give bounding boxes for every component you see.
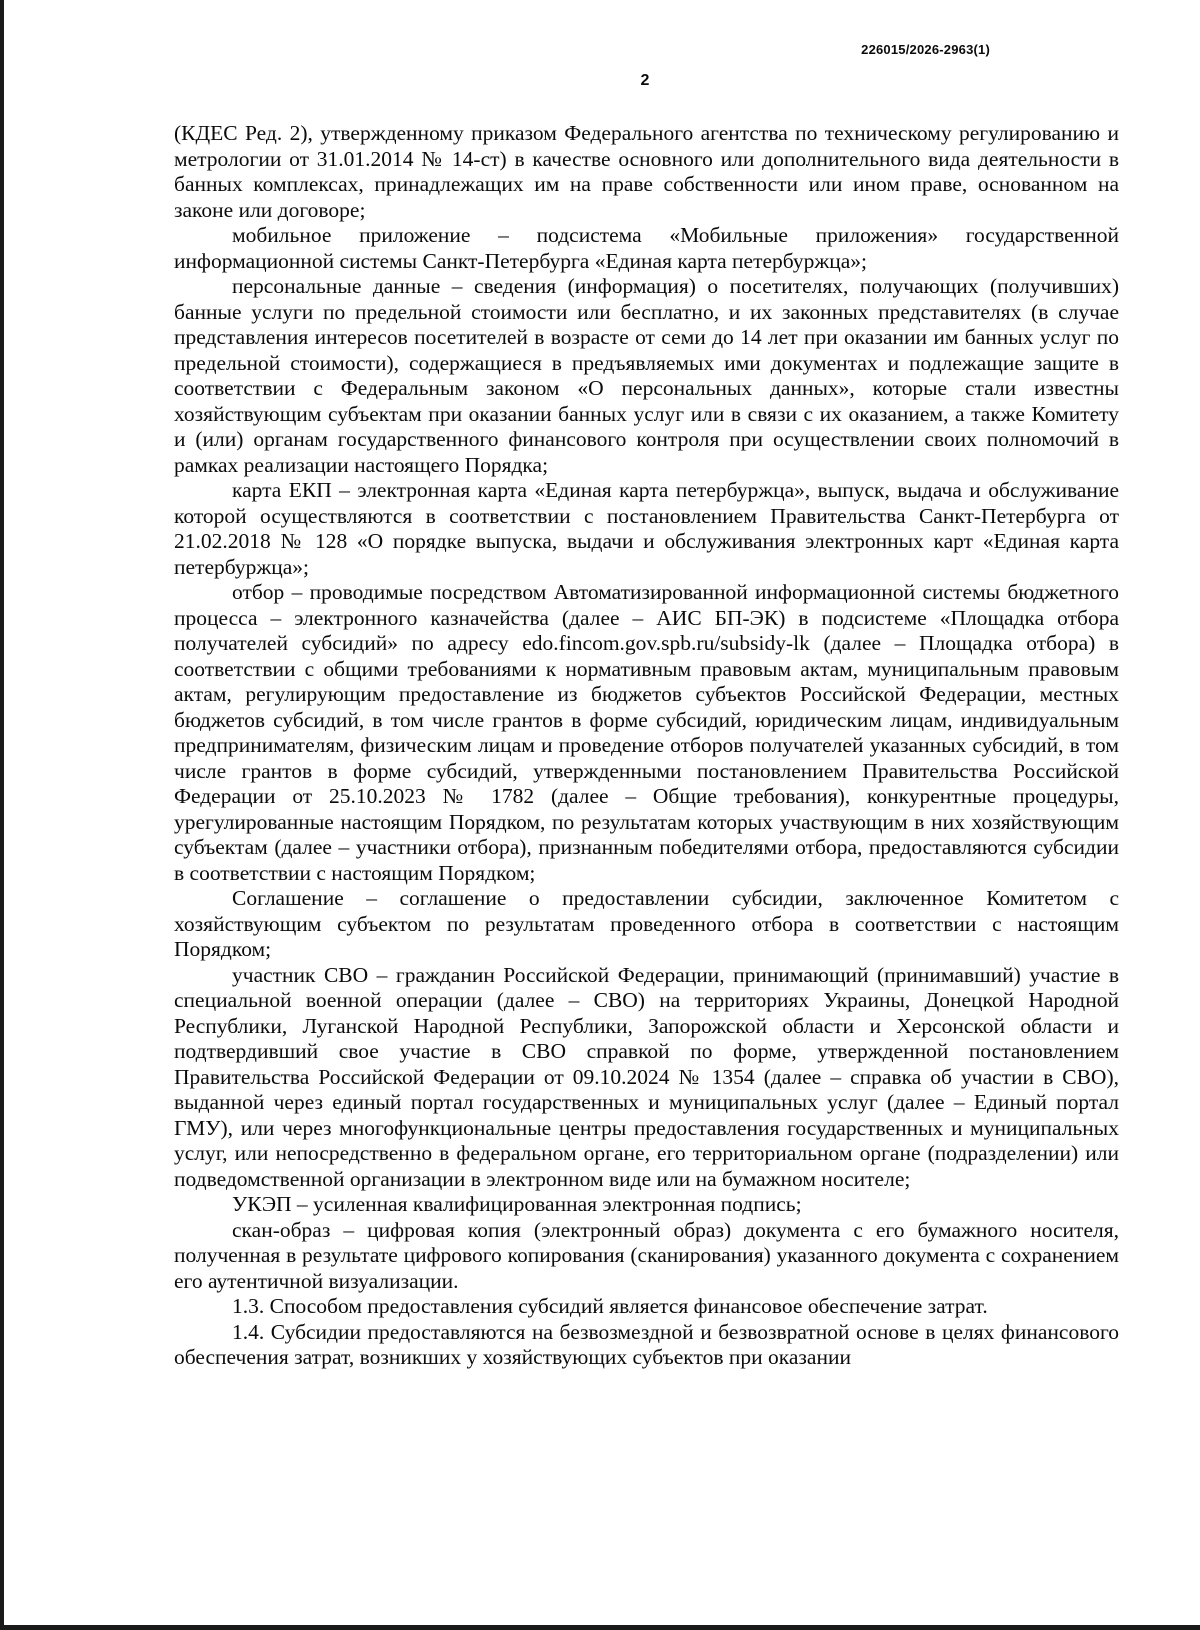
document-registration-number: 226015/2026-2963(1)	[861, 42, 990, 57]
paragraph-mobile-app: мобильное приложение – подсистема «Мобильные приложения» государственной информационной системы Санкт-Петербурга «Единая карта петербуржца»;	[174, 223, 1119, 273]
paragraph-1-3: 1.3. Способом предоставления субсидий является финансовое обеспечение затрат.	[232, 1294, 988, 1318]
document-body	[174, 121, 1119, 1371]
paragraph-ukep: УКЭП – усиленная квалифицированная электронная подпись;	[232, 1192, 802, 1216]
page-number: 2	[640, 72, 650, 89]
scan-left-edge	[0, 0, 4, 1630]
paragraph-kdes-continuation: (КДЕС Ред. 2), утвержденному приказом Федерального агентства по техническому регулированию и метрологии от 31.01.2014 № 14-ст) в качестве основного или дополнительного вида деятельности в банных комплексах, принадлежащих им на праве собственности или ином праве, основанном на законе или договоре;	[174, 121, 1119, 222]
paragraph-selection: отбор – проводимые посредством Автоматизированной информационной системы бюджетного процесса – электронного казначейства (далее – АИС БП-ЭК) в подсистеме «Площадка отбора получателей субсидий» по адресу edo.fincom.gov.spb.ru/subsidy-lk (далее – Площадка отбора) в соответствии с общими требованиями к нормативным правовым актам, муниципальным правовым актам, регулирующим предоставление из бюджетов субъектов Российской Федерации, местных бюджетов субсидий, в том числе грантов в форме субсидий, юридическим лицам, индивидуальным предпринимателям, физическим лицам и проведение отборов получателей указанных субсидий, в том числе грантов в форме субсидий, утвержденными постановлением Правительства Российской Федерации от 25.10.2023 № 1782 (далее – Общие требования), конкурентные процедуры, урегулированные настоящим Порядком, по результатам которых участвующим в них хозяйствующим субъектам (далее – участники отбора), признанным победителями отбора, предоставляются субсидии в соответствии с настоящим Порядком;	[174, 580, 1119, 885]
paragraph-agreement: Соглашение – соглашение о предоставлении субсидии, заключенное Комитетом с хозяйствующим субъектом по результатам проведенного отбора в соответствии с настоящим Порядком;	[174, 886, 1119, 961]
paragraph-1-4: 1.4. Субсидии предоставляются на безвозмездной и безвозвратной основе в целях финансового обеспечения затрат, возникших у хозяйствующих субъектов при оказании	[174, 1319, 1119, 1369]
paragraph-personal-data: персональные данные – сведения (информация) о посетителях, получающих (получивших) банные услуги по предельной стоимости или бесплатно, и их законных представителях (в случае представления интересов посетителей в возрасте от семи до 14 лет при оказании им банных услуг по предельной стоимости), содержащиеся в предъявляемых ими документах и подлежащие защите в соответствии с Федеральным законом «О персональных данных», которые стали известны хозяйствующим субъектам при оказании банных услуг или в связи с их оказанием, а также Комитету и (или) органам государственного финансового контроля при осуществлении своих полномочий в рамках реализации настоящего Порядка;	[174, 274, 1119, 477]
scan-bottom-edge	[0, 1625, 1200, 1630]
paragraph-scan-image: скан-образ – цифровая копия (электронный образ) документа с его бумажного носителя, полученная в результате цифрового копирования (сканирования) указанного документа с сохранением его аутентичной визуализации.	[174, 1217, 1119, 1293]
paragraph-ekp-card: карта ЕКП – электронная карта «Единая карта петербуржца», выпуск, выдача и обслуживание которой осуществляются в соответствии с постановлением Правительства Санкт-Петербурга от 21.02.2018 № 128 «О порядке выпуска, выдачи и обслуживания электронных карт «Единая карта петербуржца»;	[174, 478, 1119, 579]
paragraph-svo-participant: участник СВО – гражданин Российской Федерации, принимающий (принимавший) участие в специальной военной операции (далее – СВО) на территориях Украины, Донецкой Народной Республики, Луганской Народной Республики, Запорожской области и Херсонской области и подтвердивший свое участие в СВО справкой по форме, утвержденной постановлением Правительства Российской Федерации от 09.10.2024 № 1354 (далее – справка об участии в СВО), выданной через единый портал государственных и муниципальных услуг (далее – Единый портал ГМУ), или через многофункциональные центры предоставления государственных и муниципальных услуг, или непосредственно в федеральном органе, его территориальном органе (подразделении) или подведомственной организации в электронном виде или на бумажном носителе;	[174, 962, 1119, 1191]
